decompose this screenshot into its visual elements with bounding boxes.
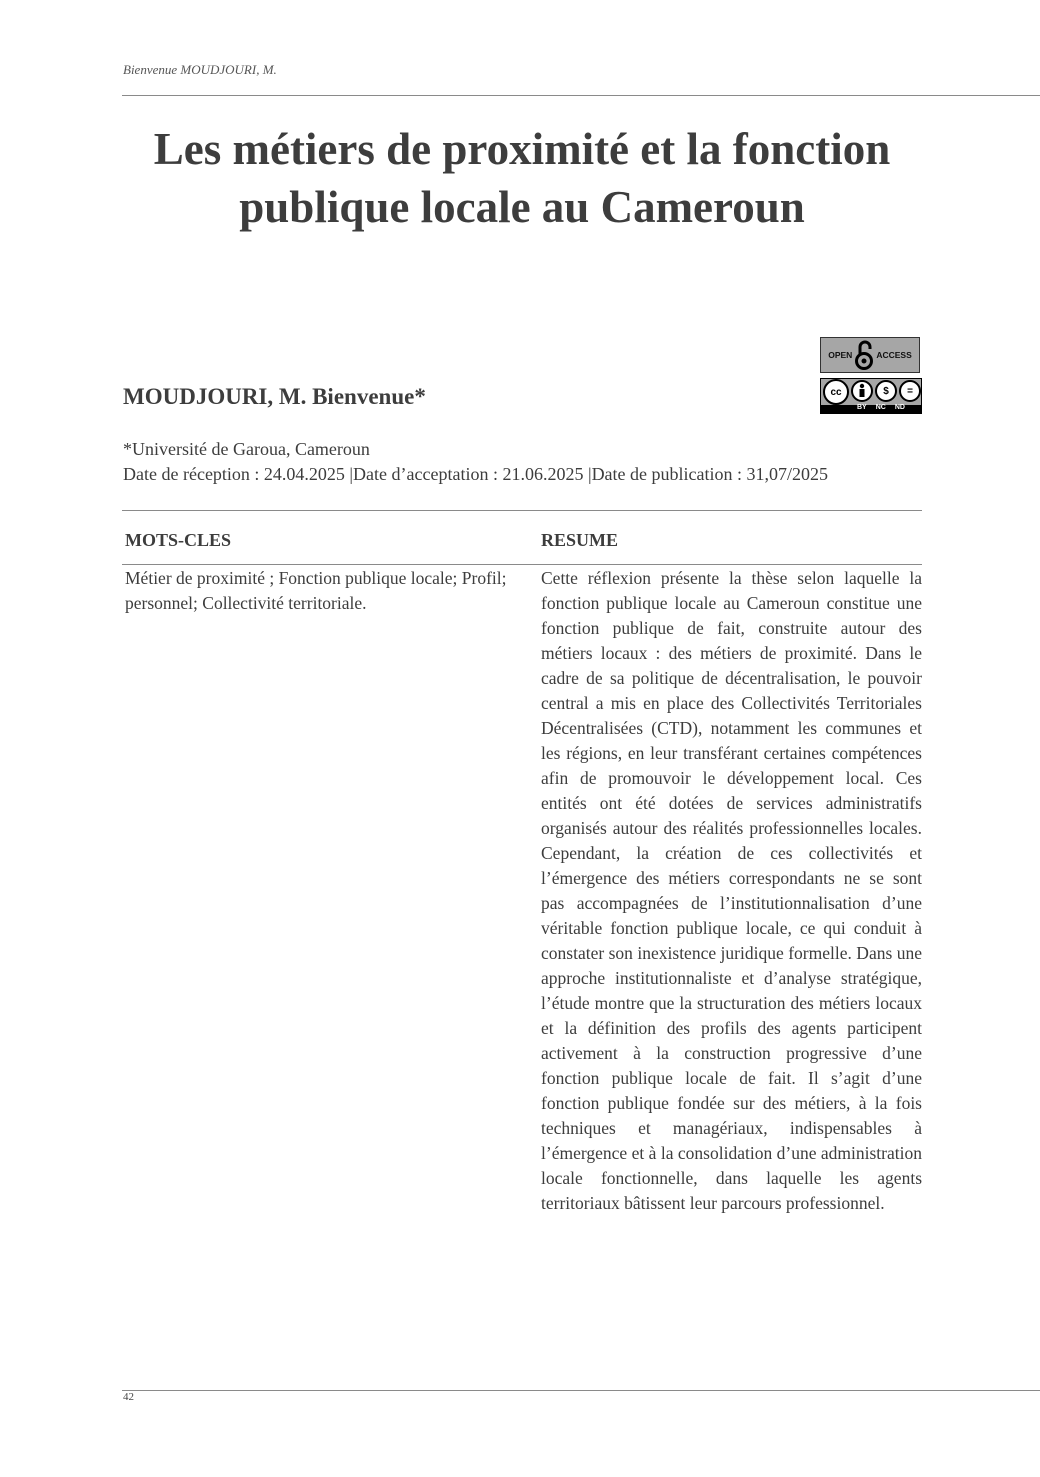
noncommercial-icon: $ bbox=[875, 380, 897, 402]
header-rule bbox=[122, 95, 1040, 96]
page-number: 42 bbox=[123, 1391, 134, 1403]
noderivatives-icon: = bbox=[899, 380, 921, 402]
open-access-label-left: OPEN bbox=[828, 350, 853, 360]
author-affiliation: *Université de Garoua, Cameroun bbox=[123, 439, 370, 459]
publication-dates: Date de réception : 24.04.2025 |Date d’acceptation : 21.06.2025 |Date de publication : 31,07/2025 bbox=[123, 464, 829, 484]
heading-rule bbox=[122, 564, 922, 565]
keywords-heading: MOTS-CLES bbox=[125, 530, 232, 550]
keywords-text: Métier de proximité ; Fonction publique locale; Profil; personnel; Collectivité territoriale. bbox=[125, 568, 507, 613]
abstract-heading: RESUME bbox=[541, 530, 619, 550]
author-name: MOUDJOURI, M. Bienvenue* bbox=[123, 384, 426, 409]
article-title bbox=[122, 120, 922, 236]
open-access-badge bbox=[820, 337, 920, 373]
abstract-text: Cette réflexion présente la thèse selon laquelle la fonction publique locale au Cameroun constitue une fonction publique de fait, construite autour des métiers locaux : des métiers de proximité. Dans le cadre de sa politique de décentralisation, le pouvoir central a mis en place des Collectivités Territoriales Décentralisées (CTD), notamment les communes et les régions, en leur transférant certaines compétences afin de promouvoir le développement local. Ces entités ont été dotées de services administratifs organisés autour des réalités professionnelles locales. Cependant, la création de ces collectivités et l’émergence des métiers correspondants ne se sont pas accompagnées de l’institutionnalisation d’une véritable fonction publique locale, ce qui conduit à constater son inexistence juridique formelle. Dans une approche institutionnaliste et d’analyse stratégique, l’étude montre que la structuration des métiers locaux et la définition des profils des agents participent activement à la construction progressive d’une fonction publique locale de fait. Il s’agit d’une fonction publique fondée sur des métiers, à la fois techniques et managériaux, indispensables à l’émergence et à la consolidation d’une administration locale fonctionnelle, dans laquelle les agents territoriaux bâtissent leur parcours professionnel. bbox=[541, 568, 922, 1213]
cc-license-badge bbox=[820, 378, 922, 414]
open-access-label-right: ACCESS bbox=[876, 350, 912, 360]
running-head: Bienvenue MOUDJOURI, M. bbox=[123, 62, 277, 77]
attribution-icon bbox=[851, 380, 873, 402]
cc-nd-label: ND bbox=[894, 404, 905, 411]
section-rule bbox=[122, 510, 922, 511]
cc-nc-label: NC bbox=[875, 404, 886, 411]
cc-icon: cc bbox=[823, 379, 849, 405]
footer-rule bbox=[122, 1390, 1040, 1391]
title-line-2: publique locale au Cameroun bbox=[239, 182, 805, 232]
open-lock-icon bbox=[854, 340, 874, 370]
cc-by-label: BY bbox=[857, 404, 867, 411]
title-line-1: Les métiers de proximité et la fonction bbox=[153, 124, 891, 174]
